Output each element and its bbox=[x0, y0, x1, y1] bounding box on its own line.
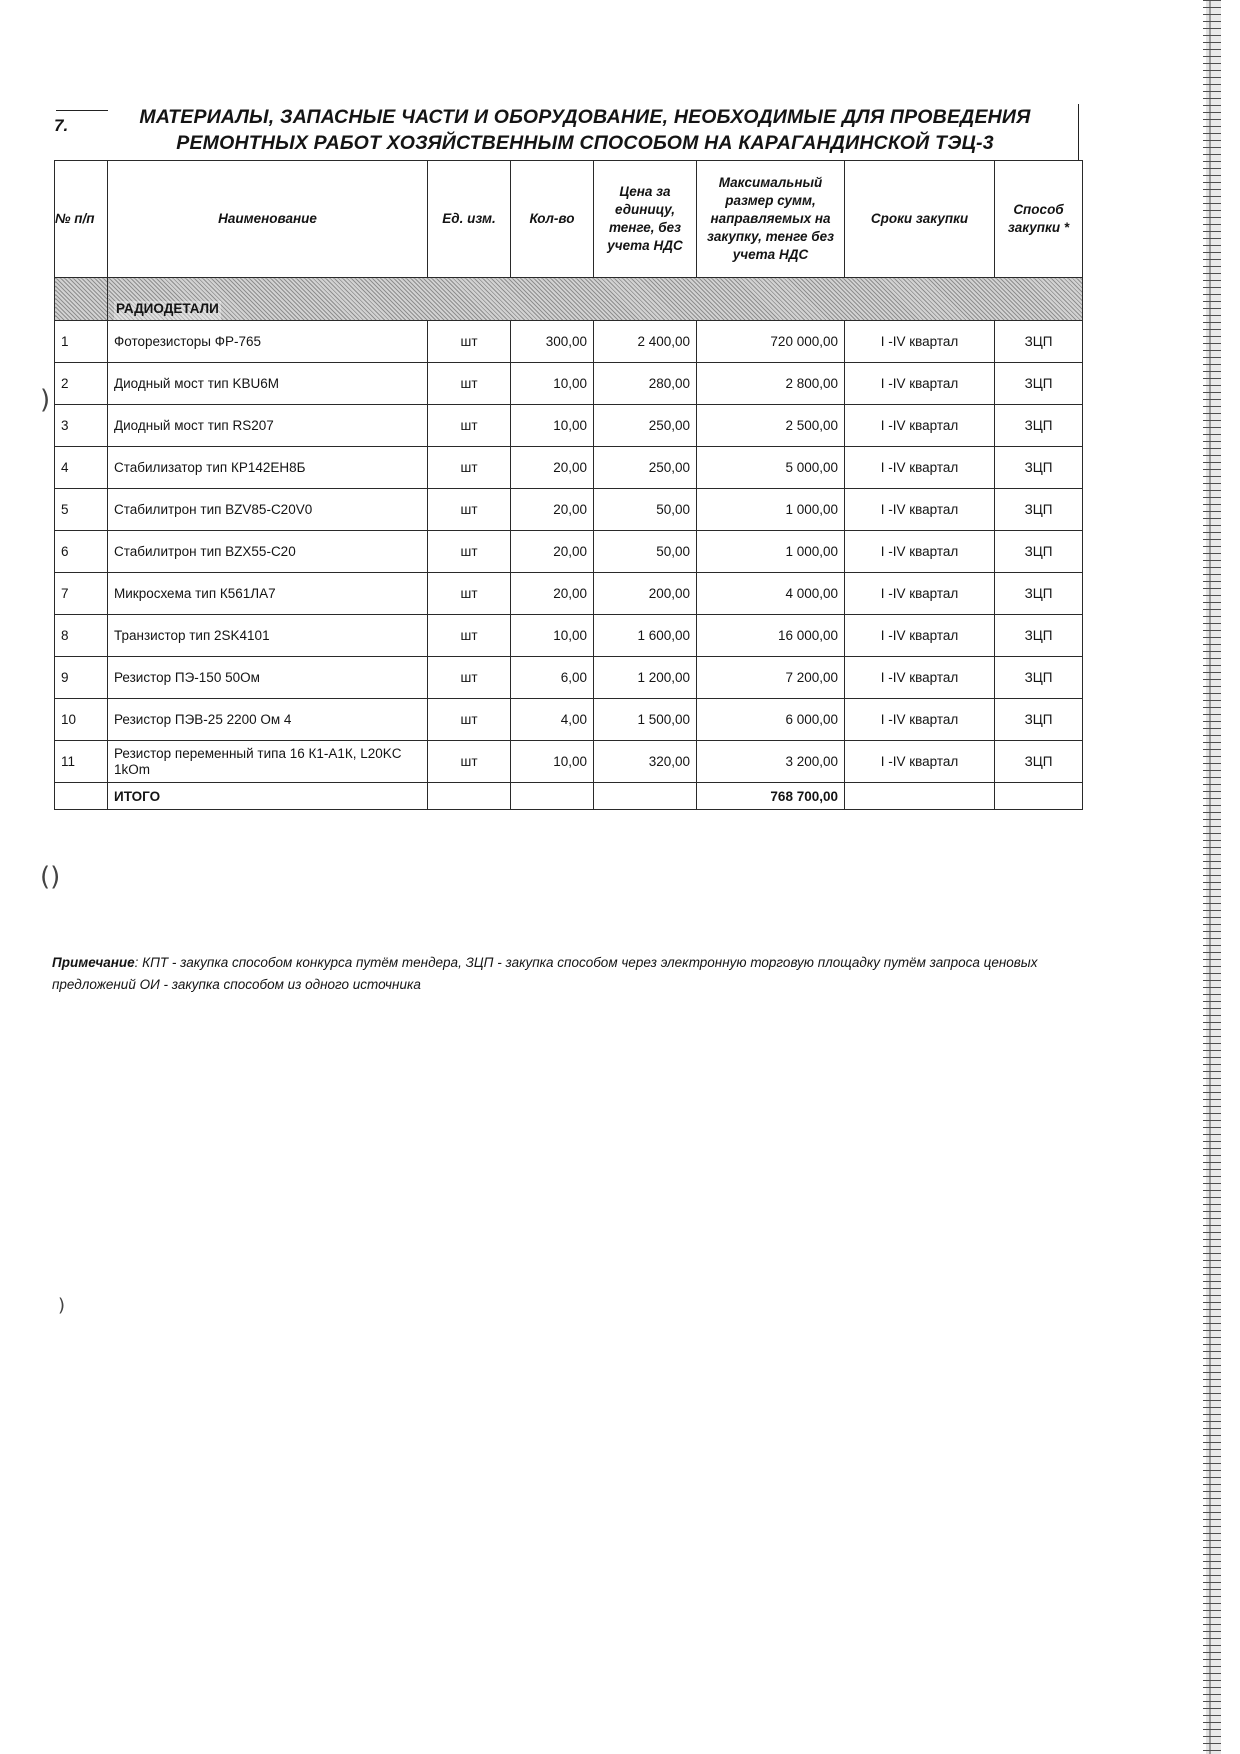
cell-qty: 20,00 bbox=[511, 531, 594, 573]
cell-period: I -IV квартал bbox=[845, 615, 995, 657]
cell-period: I -IV квартал bbox=[845, 657, 995, 699]
scan-edge bbox=[1203, 0, 1221, 1754]
cell-method: ЗЦП bbox=[995, 657, 1083, 699]
cell-price: 320,00 bbox=[594, 741, 697, 783]
header-name: Наименование bbox=[108, 161, 428, 278]
cell-unit: шт bbox=[428, 321, 511, 363]
cell-price: 1 600,00 bbox=[594, 615, 697, 657]
total-empty-cell bbox=[511, 783, 594, 810]
cell-unit: шт bbox=[428, 447, 511, 489]
cell-period: I -IV квартал bbox=[845, 489, 995, 531]
cell-unit: шт bbox=[428, 699, 511, 741]
document-title bbox=[115, 104, 1055, 156]
cell-method: ЗЦП bbox=[995, 573, 1083, 615]
table-row bbox=[55, 615, 1083, 657]
cell-number: 9 bbox=[55, 657, 108, 699]
cell-qty: 20,00 bbox=[511, 489, 594, 531]
cell-name: Резистор переменный типа 16 К1-А1К, L20KC 1kOm bbox=[108, 741, 428, 783]
cell-method: ЗЦП bbox=[995, 741, 1083, 783]
cell-method: ЗЦП bbox=[995, 363, 1083, 405]
cell-price: 50,00 bbox=[594, 531, 697, 573]
header-method: Способ закупки * bbox=[995, 161, 1083, 278]
cell-period: I -IV квартал bbox=[845, 405, 995, 447]
header-total: Максимальный размер сумм, направляемых на закупку, тенге без учета НДС bbox=[697, 161, 845, 278]
cell-qty: 20,00 bbox=[511, 573, 594, 615]
cell-period: I -IV квартал bbox=[845, 573, 995, 615]
cell-period: I -IV квартал bbox=[845, 321, 995, 363]
cell-number: 8 bbox=[55, 615, 108, 657]
total-value: 768 700,00 bbox=[697, 783, 845, 810]
section-label: РАДИОДЕТАЛИ bbox=[114, 301, 221, 320]
cell-number: 4 bbox=[55, 447, 108, 489]
table-row bbox=[55, 531, 1083, 573]
title-line-1: МАТЕРИАЛЫ, ЗАПАСНЫЕ ЧАСТИ И ОБОРУДОВАНИЕ, НЕОБХОДИМЫЕ ДЛЯ ПРОВЕДЕНИЯ bbox=[139, 106, 1031, 128]
title-border bbox=[1078, 104, 1079, 160]
scan-mark: ) bbox=[58, 1295, 66, 1316]
title-line-2: РЕМОНТНЫХ РАБОТ ХОЗЯЙСТВЕННЫМ СПОСОБОМ НА КАРАГАНДИНСКОЙ ТЭЦ-3 bbox=[176, 132, 994, 154]
cell-method: ЗЦП bbox=[995, 489, 1083, 531]
cell-price: 250,00 bbox=[594, 447, 697, 489]
cell-name: Стабилитрон тип BZX55-C20 bbox=[108, 531, 428, 573]
cell-total: 3 200,00 bbox=[697, 741, 845, 783]
cell-price: 1 500,00 bbox=[594, 699, 697, 741]
header-period: Сроки закупки bbox=[845, 161, 995, 278]
footnote-text: : КПТ - закупка способом конкурса путём тендера, ЗЦП - закупка способом через электронную торговую площадку путём запроса ценовых предложений ОИ - закупка способом из одного источника bbox=[52, 955, 1038, 992]
section-label-cell bbox=[108, 278, 1083, 321]
table-row bbox=[55, 573, 1083, 615]
cell-method: ЗЦП bbox=[995, 699, 1083, 741]
cell-unit: шт bbox=[428, 489, 511, 531]
table-row bbox=[55, 363, 1083, 405]
footnote bbox=[52, 952, 1062, 996]
table-row bbox=[55, 321, 1083, 363]
cell-number: 10 bbox=[55, 699, 108, 741]
cell-method: ЗЦП bbox=[995, 615, 1083, 657]
cell-unit: шт bbox=[428, 615, 511, 657]
cell-name: Диодный мост тип RS207 bbox=[108, 405, 428, 447]
section-row bbox=[55, 278, 1083, 321]
cell-unit: шт bbox=[428, 363, 511, 405]
table-row bbox=[55, 489, 1083, 531]
cell-qty: 20,00 bbox=[511, 447, 594, 489]
scan-mark: ) bbox=[40, 385, 51, 415]
cell-period: I -IV квартал bbox=[845, 447, 995, 489]
cell-total: 16 000,00 bbox=[697, 615, 845, 657]
cell-total: 7 200,00 bbox=[697, 657, 845, 699]
total-row bbox=[55, 783, 1083, 810]
cell-price: 200,00 bbox=[594, 573, 697, 615]
cell-number: 1 bbox=[55, 321, 108, 363]
cell-total: 1 000,00 bbox=[697, 489, 845, 531]
total-empty-cell bbox=[594, 783, 697, 810]
cell-number: 2 bbox=[55, 363, 108, 405]
cell-unit: шт bbox=[428, 405, 511, 447]
cell-qty: 300,00 bbox=[511, 321, 594, 363]
cell-name: Резистор ПЭВ-25 2200 Ом 4 bbox=[108, 699, 428, 741]
cell-total: 4 000,00 bbox=[697, 573, 845, 615]
cell-number: 6 bbox=[55, 531, 108, 573]
total-empty-cell bbox=[845, 783, 995, 810]
cell-price: 50,00 bbox=[594, 489, 697, 531]
cell-period: I -IV квартал bbox=[845, 363, 995, 405]
cell-period: I -IV квартал bbox=[845, 741, 995, 783]
table-row bbox=[55, 447, 1083, 489]
cell-unit: шт bbox=[428, 657, 511, 699]
cell-total: 1 000,00 bbox=[697, 531, 845, 573]
cell-qty: 6,00 bbox=[511, 657, 594, 699]
cell-name: Фоторезисторы ФР-765 bbox=[108, 321, 428, 363]
cell-number: 7 bbox=[55, 573, 108, 615]
cell-name: Резистор ПЭ-150 50Ом bbox=[108, 657, 428, 699]
cell-name: Микросхема тип К561ЛА7 bbox=[108, 573, 428, 615]
scan-mark: () bbox=[40, 862, 61, 892]
cell-price: 2 400,00 bbox=[594, 321, 697, 363]
cell-qty: 4,00 bbox=[511, 699, 594, 741]
cell-qty: 10,00 bbox=[511, 741, 594, 783]
header-unit: Ед. изм. bbox=[428, 161, 511, 278]
cell-total: 2 500,00 bbox=[697, 405, 845, 447]
cell-number: 3 bbox=[55, 405, 108, 447]
total-empty-cell bbox=[55, 783, 108, 810]
cell-unit: шт bbox=[428, 741, 511, 783]
cell-price: 280,00 bbox=[594, 363, 697, 405]
cell-name: Стабилитрон тип BZV85-C20V0 bbox=[108, 489, 428, 531]
total-empty-cell bbox=[995, 783, 1083, 810]
total-empty-cell bbox=[428, 783, 511, 810]
section-cell bbox=[55, 278, 108, 321]
header-price: Цена за единицу, тенге, без учета НДС bbox=[594, 161, 697, 278]
cell-unit: шт bbox=[428, 573, 511, 615]
cell-qty: 10,00 bbox=[511, 363, 594, 405]
table-row bbox=[55, 741, 1083, 783]
table-header-row bbox=[55, 161, 1083, 278]
cell-price: 1 200,00 bbox=[594, 657, 697, 699]
cell-unit: шт bbox=[428, 531, 511, 573]
cell-qty: 10,00 bbox=[511, 615, 594, 657]
cell-name: Стабилизатор тип КР142ЕН8Б bbox=[108, 447, 428, 489]
cell-number: 11 bbox=[55, 741, 108, 783]
cell-period: I -IV квартал bbox=[845, 699, 995, 741]
cell-price: 250,00 bbox=[594, 405, 697, 447]
cell-number: 5 bbox=[55, 489, 108, 531]
cell-total: 2 800,00 bbox=[697, 363, 845, 405]
materials-table bbox=[54, 160, 1083, 810]
cell-total: 5 000,00 bbox=[697, 447, 845, 489]
cell-method: ЗЦП bbox=[995, 531, 1083, 573]
cell-total: 720 000,00 bbox=[697, 321, 845, 363]
cell-total: 6 000,00 bbox=[697, 699, 845, 741]
cell-qty: 10,00 bbox=[511, 405, 594, 447]
cell-period: I -IV квартал bbox=[845, 531, 995, 573]
cell-method: ЗЦП bbox=[995, 405, 1083, 447]
cell-name: Транзистор тип 2SK4101 bbox=[108, 615, 428, 657]
cell-method: ЗЦП bbox=[995, 447, 1083, 489]
cell-name: Диодный мост тип KBU6M bbox=[108, 363, 428, 405]
table-row bbox=[55, 657, 1083, 699]
table-row bbox=[55, 405, 1083, 447]
total-label: ИТОГО bbox=[108, 783, 428, 810]
footnote-label: Примечание bbox=[52, 955, 135, 970]
table-row bbox=[55, 699, 1083, 741]
page-number-rule bbox=[56, 110, 108, 111]
header-qty: Кол-во bbox=[511, 161, 594, 278]
cell-method: ЗЦП bbox=[995, 321, 1083, 363]
header-number: № п/п bbox=[55, 161, 108, 278]
page-number: 7. bbox=[54, 116, 69, 135]
